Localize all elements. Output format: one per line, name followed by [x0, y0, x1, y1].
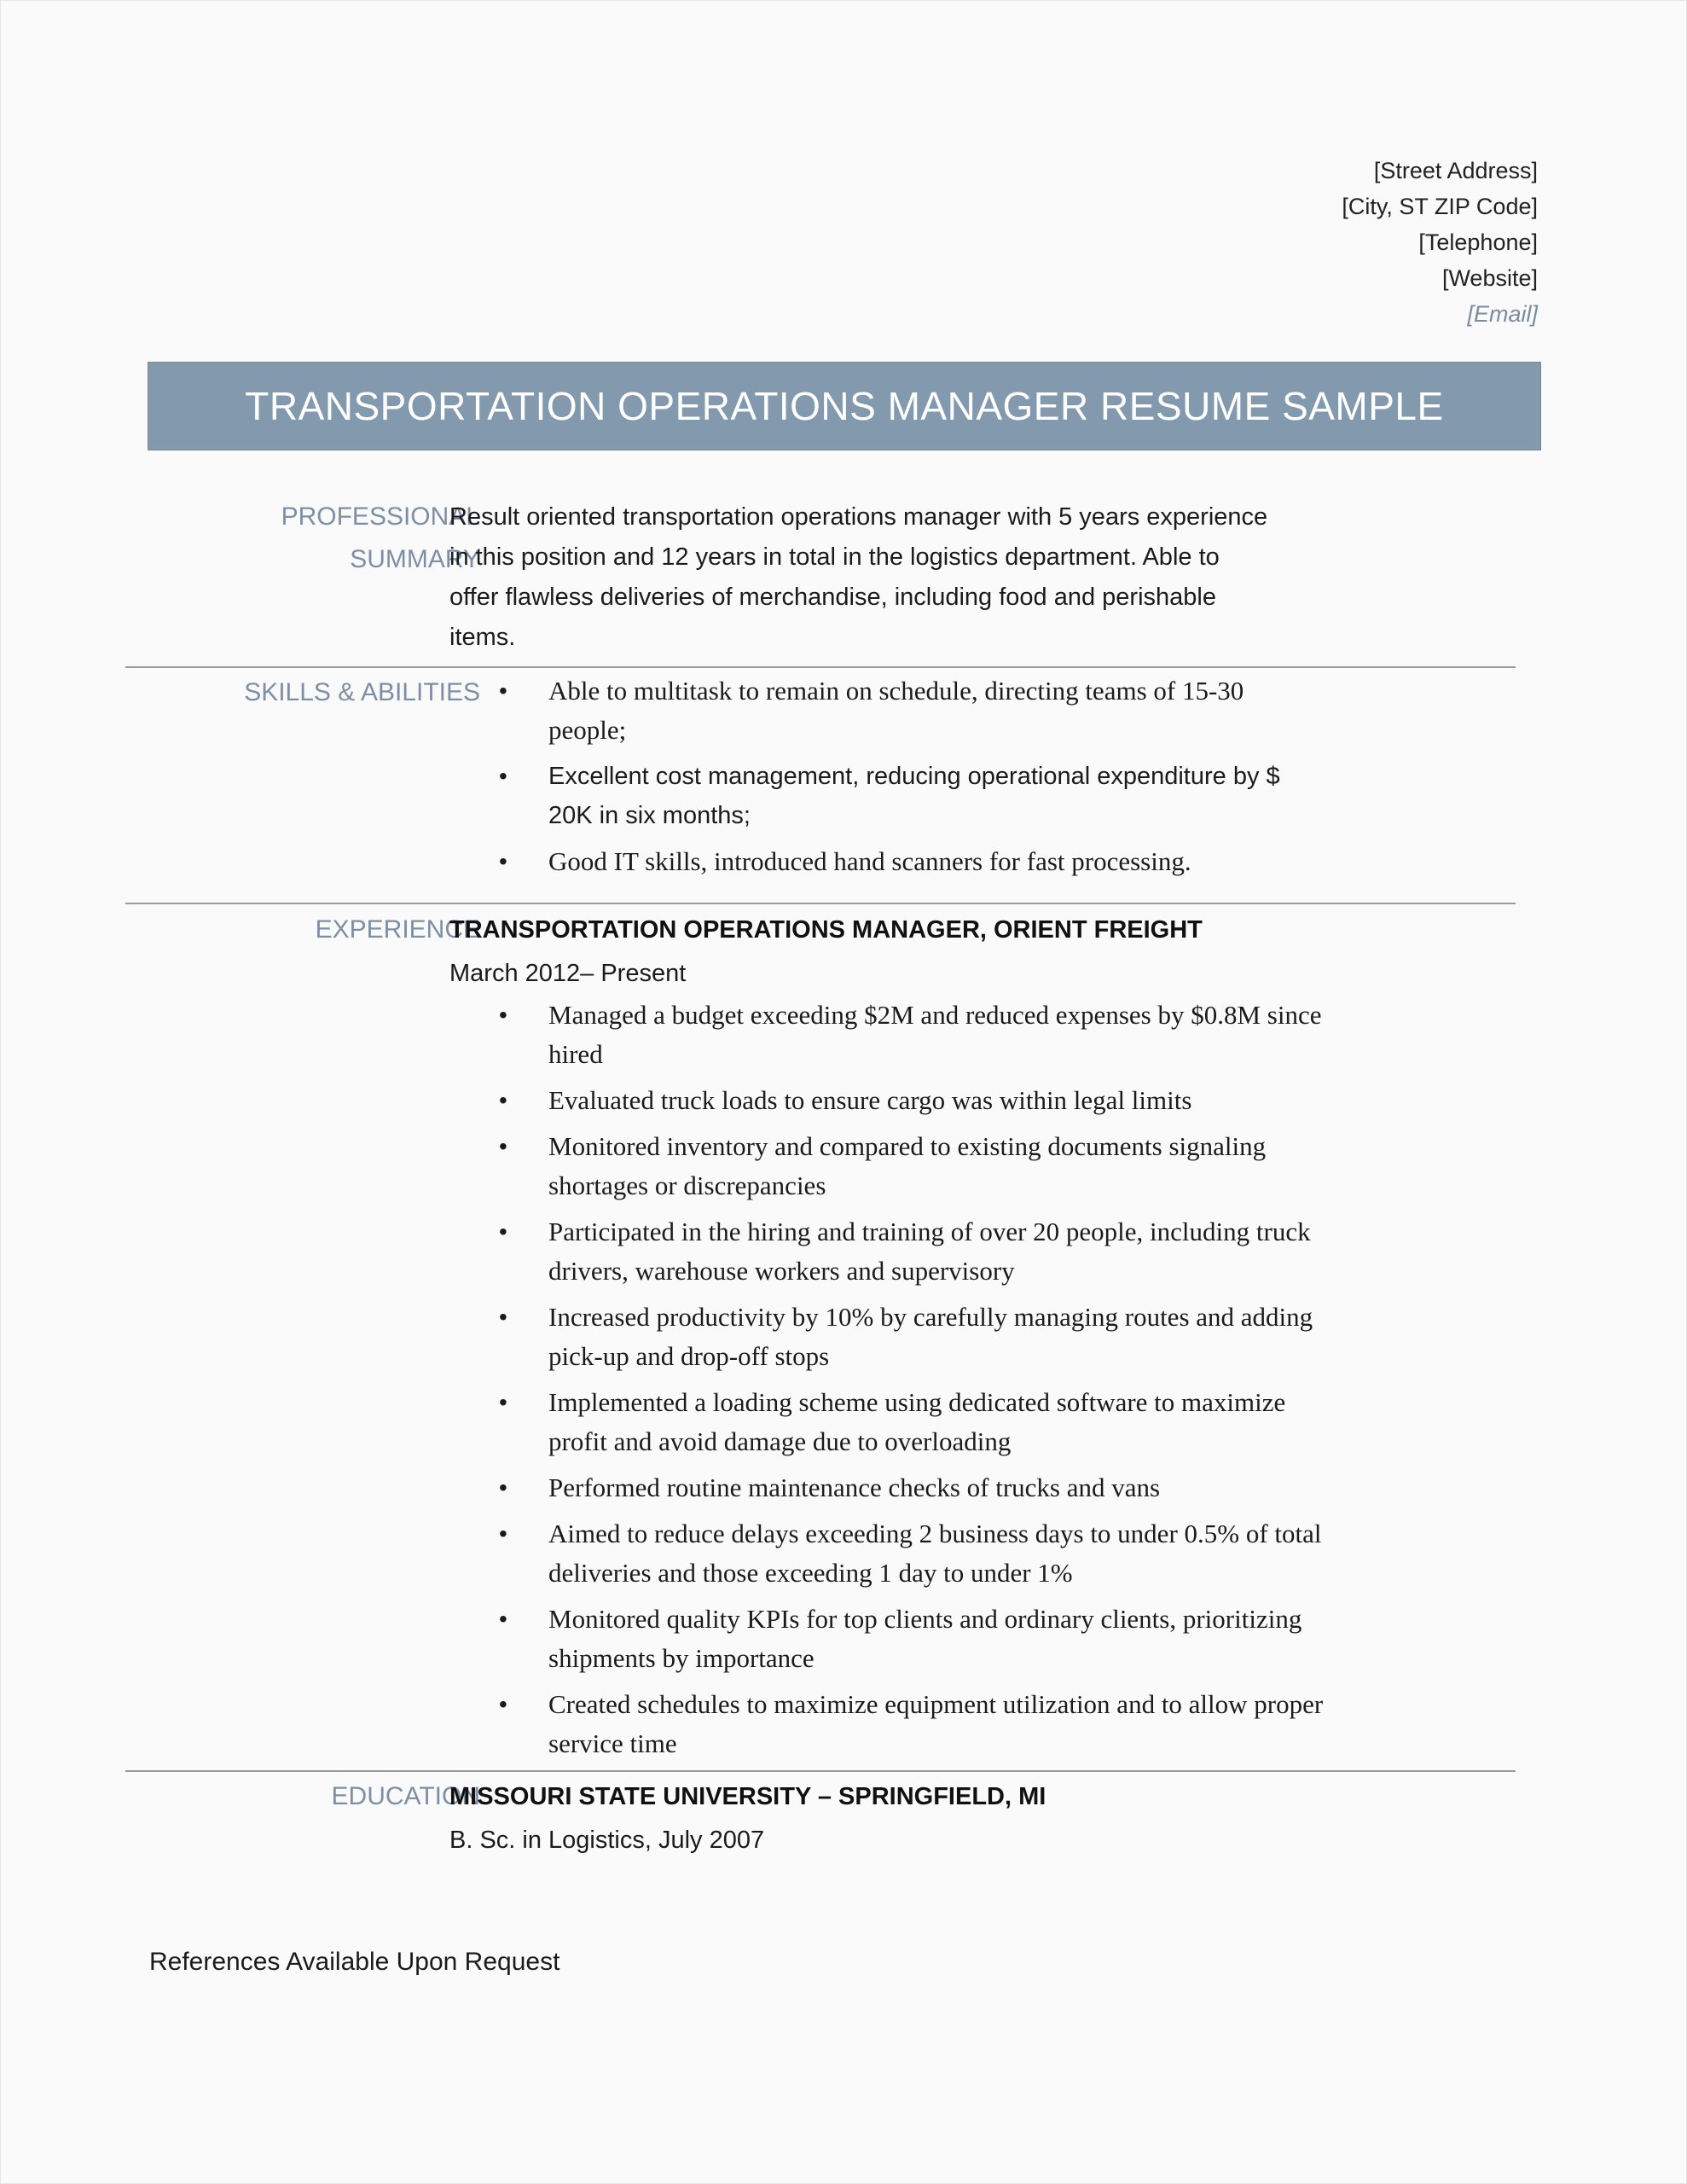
skills-label: SKILLS & ABILITIES — [244, 678, 480, 706]
list-item: • Managed a budget exceeding $2M and reduced expenses by $0.8M since hired — [449, 996, 1325, 1074]
job-title: TRANSPORTATION OPERATIONS MANAGER, ORIENT FREIGHT — [449, 916, 1203, 944]
skills-list — [449, 671, 1430, 881]
email: [Email] — [1467, 301, 1538, 327]
bullet-icon: • — [499, 1691, 507, 1717]
bullet-icon: • — [499, 1606, 507, 1632]
list-item: • Performed routine maintenance checks of trucks and vans — [449, 1468, 1325, 1507]
section-divider — [125, 666, 1516, 668]
list-item: • Created schedules to maximize equipment utilization and to allow proper service time — [449, 1685, 1325, 1763]
resume-title-banner: TRANSPORTATION OPERATIONS MANAGER RESUME SAMPLE — [148, 362, 1541, 450]
skills-content — [449, 671, 1430, 888]
summary-label-line1: PROFESSIONAL — [281, 502, 480, 531]
bullet-icon: • — [499, 677, 507, 704]
city-state-zip: [City, ST ZIP Code] — [1342, 194, 1538, 219]
bullet-icon: • — [499, 848, 507, 874]
bullet-icon: • — [499, 1087, 507, 1113]
list-item: • Monitored quality KPIs for top clients and ordinary clients, prioritizing shipments by importance — [449, 1600, 1325, 1678]
bullet-icon: • — [499, 1133, 507, 1159]
education-content — [449, 1775, 1430, 1862]
contact-block — [1342, 153, 1538, 332]
bullet-icon: • — [499, 763, 507, 789]
summary-line: items. — [449, 624, 516, 651]
website: [Website] — [1441, 265, 1538, 291]
bullet-icon: • — [499, 1002, 507, 1028]
summary-line: Result oriented transportation operations manager with 5 years experience — [449, 503, 1268, 531]
experience-label: EXPERIENCE — [315, 915, 480, 944]
degree: B. Sc. in Logistics, July 2007 — [449, 1827, 765, 1854]
list-item: • Monitored inventory and compared to existing documents signaling shortages or discrepancies — [449, 1127, 1325, 1205]
list-item: • Participated in the hiring and training of over 20 people, including truck drivers, warehouse workers and supervisory — [449, 1212, 1325, 1291]
street-address: [Street Address] — [1373, 158, 1538, 183]
summary-text — [449, 497, 1430, 658]
bullet-icon: • — [499, 1218, 507, 1245]
telephone: [Telephone] — [1418, 229, 1538, 255]
experience-content — [449, 909, 1430, 1770]
section-divider — [125, 903, 1516, 904]
bullet-icon: • — [499, 1389, 507, 1415]
job-dates: March 2012– Present — [449, 960, 687, 987]
experience-list — [449, 996, 1430, 1763]
list-item: • Implemented a loading scheme using dedicated software to maximize profit and avoid damage due to overloading — [449, 1383, 1325, 1461]
list-item: • Excellent cost management, reducing operational expenditure by $ 20K in six months; — [449, 757, 1325, 835]
list-item: • Good IT skills, introduced hand scanners for fast processing. — [449, 842, 1325, 881]
list-item: • Evaluated truck loads to ensure cargo was within legal limits — [449, 1081, 1325, 1120]
references-note: References Available Upon Request — [149, 1948, 560, 1976]
summary-line: offer flawless deliveries of merchandise, including food and perishable — [449, 584, 1216, 611]
list-item: • Aimed to reduce delays exceeding 2 business days to under 0.5% of total deliveries and those exceeding 1 day to under 1% — [449, 1514, 1325, 1593]
list-item: • Increased productivity by 10% by carefully managing routes and adding pick-up and drop-off stops — [449, 1298, 1325, 1376]
summary-line: in this position and 12 years in total in the logistics department. Able to — [449, 543, 1220, 571]
school-name: MISSOURI STATE UNIVERSITY – SPRINGFIELD, MI — [449, 1783, 1046, 1810]
list-item: • Able to multitask to remain on schedule, directing teams of 15-30 people; — [449, 671, 1325, 750]
bullet-icon: • — [499, 1304, 507, 1330]
education-label: EDUCATION — [331, 1782, 480, 1810]
section-divider — [125, 1770, 1516, 1772]
summary-label-line2: SUMMARY — [350, 545, 480, 573]
bullet-icon: • — [499, 1520, 507, 1547]
bullet-icon: • — [499, 1474, 507, 1501]
